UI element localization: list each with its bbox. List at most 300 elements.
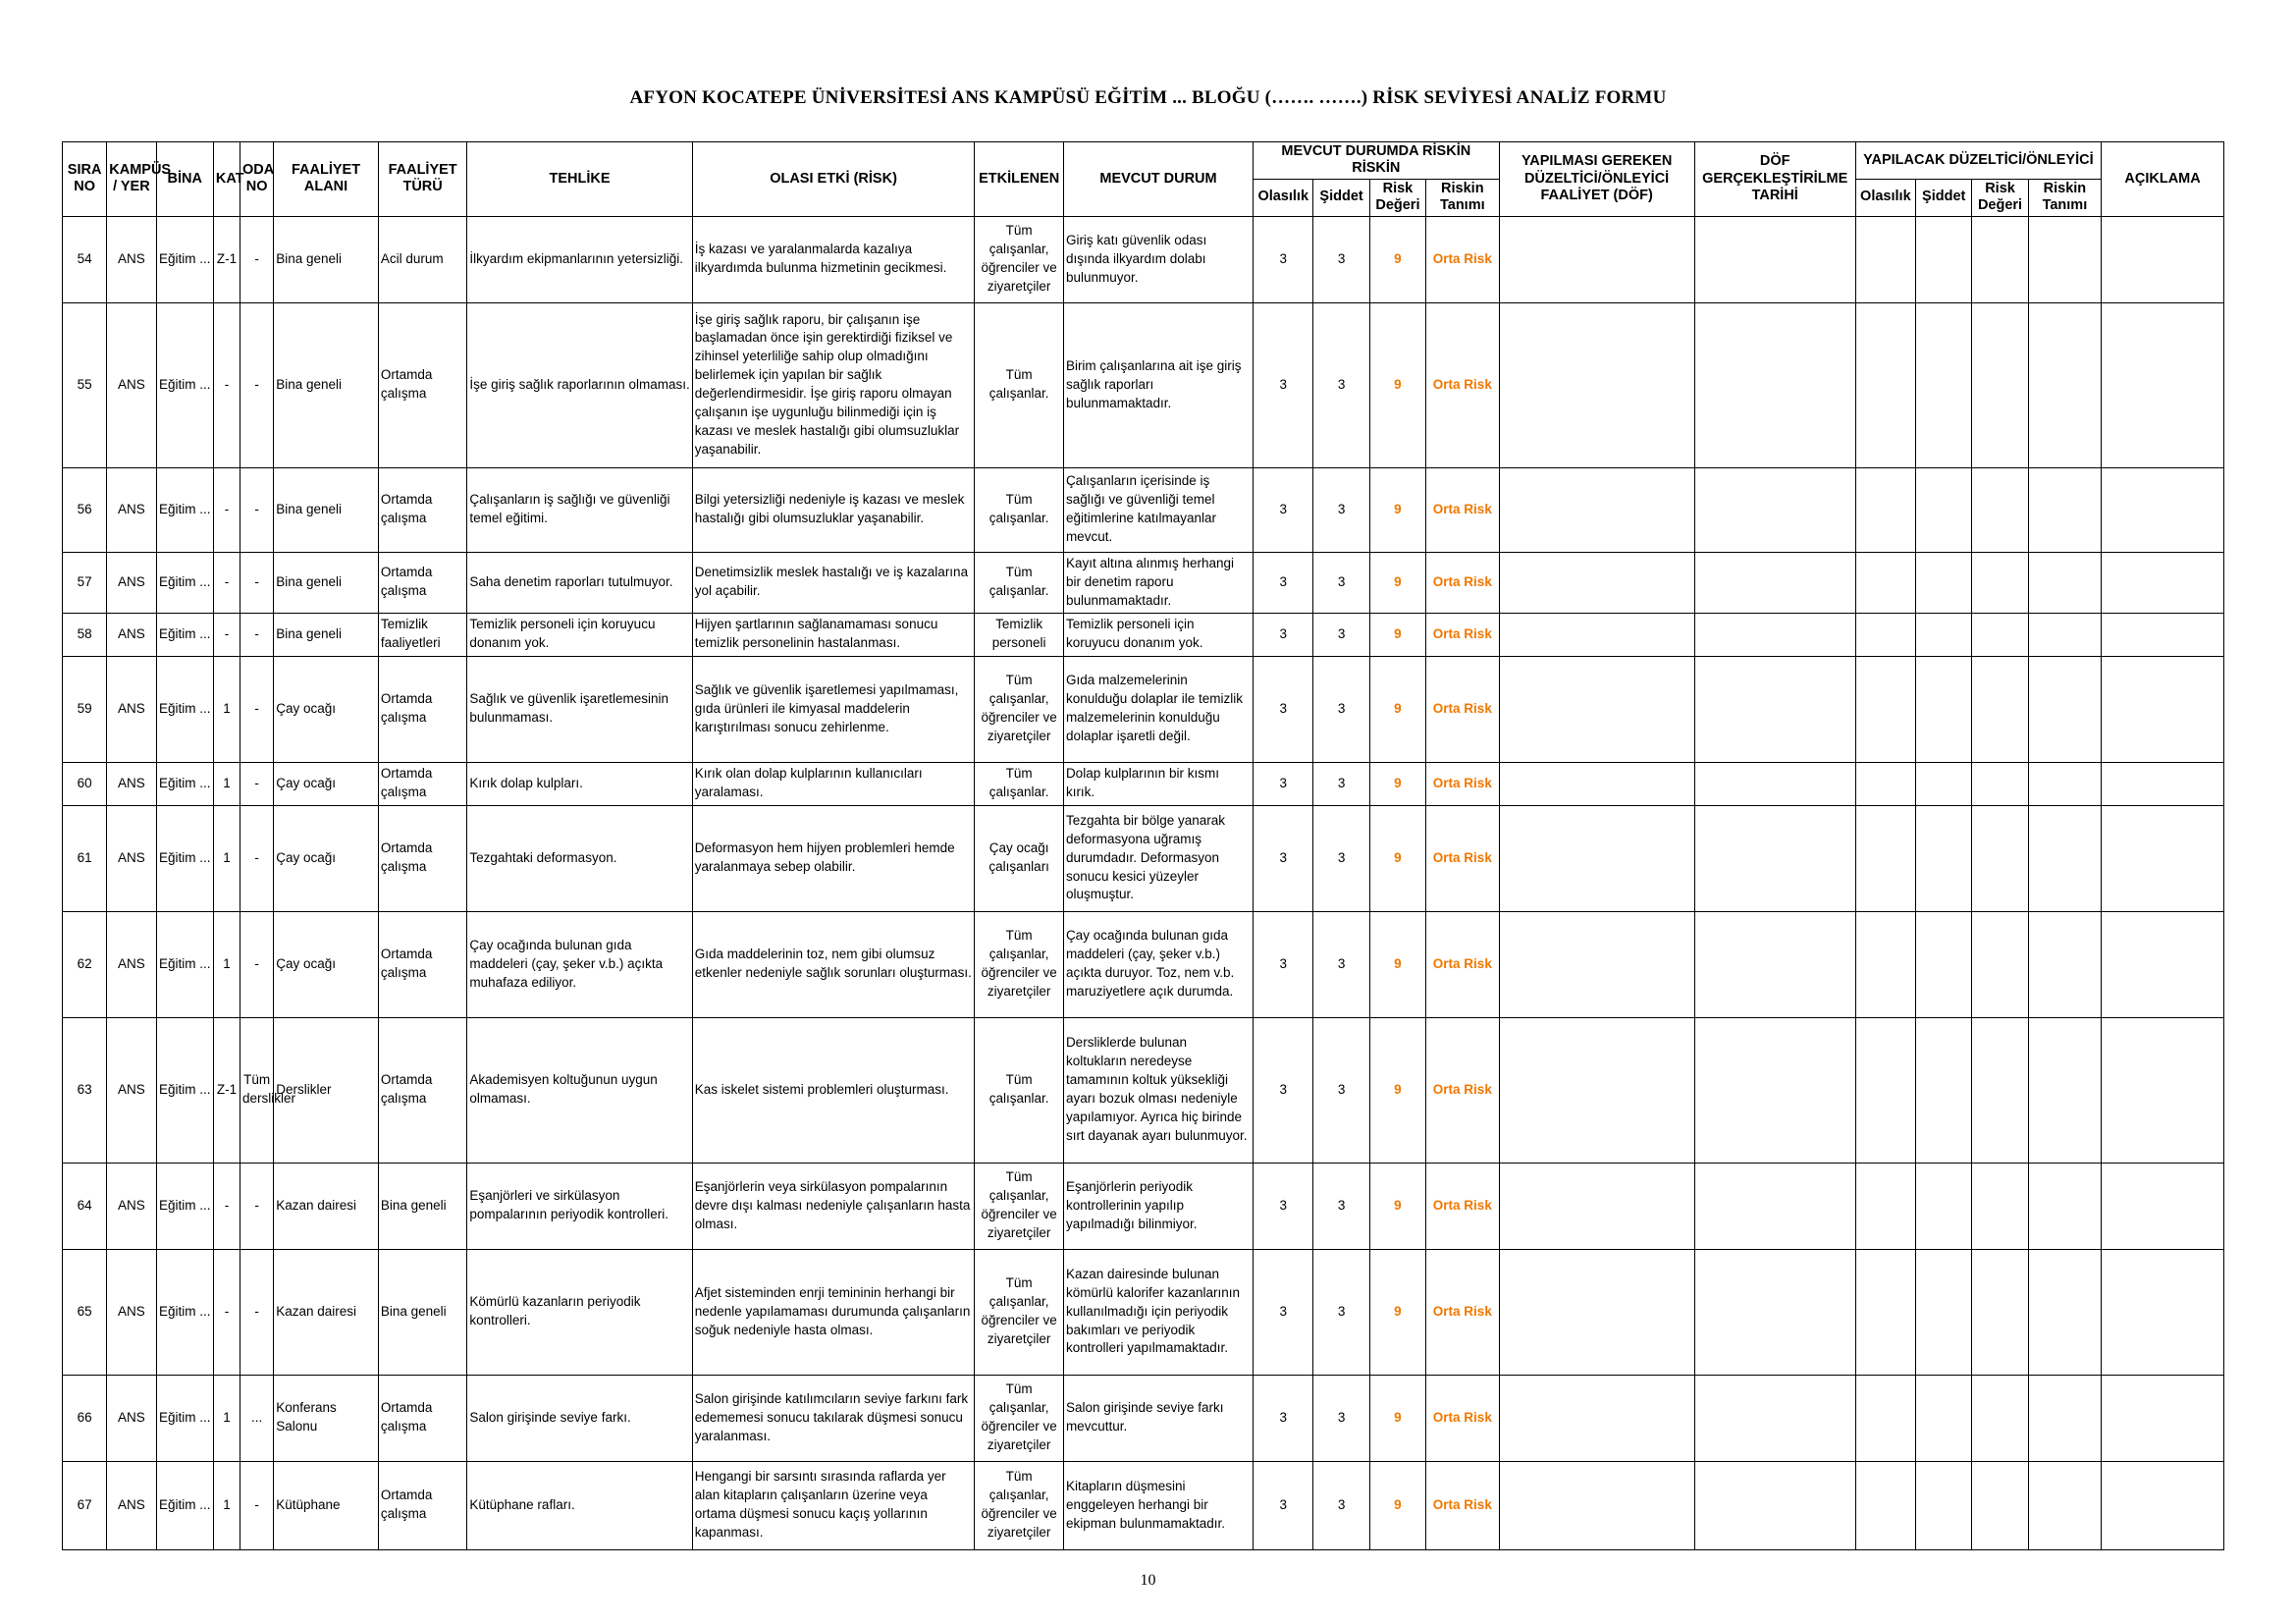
cell-yapilacak-olasilik xyxy=(1855,302,1915,467)
cell-kat: - xyxy=(213,552,240,613)
cell-dof xyxy=(1499,1461,1694,1549)
header-yapilacak-group: YAPILACAK DÜZELTİCİ/ÖNLEYİCİ xyxy=(1855,142,2101,180)
cell-dof xyxy=(1499,805,1694,911)
cell-kampus: ANS xyxy=(107,1163,156,1249)
cell-dof xyxy=(1499,467,1694,552)
cell-dof xyxy=(1499,911,1694,1017)
cell-yapilacak-olasilik xyxy=(1855,656,1915,762)
risk-analysis-table xyxy=(62,141,2224,1550)
cell-etkilenen: Tüm çalışanlar, öğrenciler ve ziyaretçiler xyxy=(975,1461,1064,1549)
cell-dof-tarihi xyxy=(1694,1017,1855,1163)
cell-faaliyet-turu: Bina geneli xyxy=(378,1249,467,1375)
cell-mevcut-durum: Kayıt altına alınmış herhangi bir denetim raporu bulunmamaktadır. xyxy=(1063,552,1253,613)
cell-bina: Eğitim ... xyxy=(156,302,213,467)
header-tehlike: TEHLİKE xyxy=(467,142,692,217)
cell-dof-tarihi xyxy=(1694,552,1855,613)
cell-sira-no: 54 xyxy=(63,216,107,302)
cell-faaliyet-alani: Bina geneli xyxy=(274,552,379,613)
cell-yapilacak-olasilik xyxy=(1855,762,1915,805)
cell-olasilik: 3 xyxy=(1254,1249,1313,1375)
table-row xyxy=(63,656,2224,762)
cell-faaliyet-turu: Temizlik faaliyetleri xyxy=(378,613,467,656)
cell-riskin-tanimi: Orta Risk xyxy=(1426,613,1499,656)
cell-oda-no: Tüm derslikler xyxy=(240,1017,274,1163)
cell-oda-no: - xyxy=(240,911,274,1017)
cell-risk-degeri: 9 xyxy=(1369,302,1425,467)
cell-risk-degeri: 9 xyxy=(1369,1017,1425,1163)
cell-aciklama xyxy=(2102,1017,2224,1163)
cell-yapilacak-olasilik xyxy=(1855,216,1915,302)
header-bina: BİNA xyxy=(156,142,213,217)
cell-faaliyet-alani: Çay ocağı xyxy=(274,656,379,762)
cell-sira-no: 65 xyxy=(63,1249,107,1375)
cell-yapilacak-riskin-tanimi xyxy=(2028,656,2101,762)
table-row xyxy=(63,1249,2224,1375)
cell-yapilacak-risk-degeri xyxy=(1972,302,2028,467)
cell-bina: Eğitim ... xyxy=(156,1163,213,1249)
table-row xyxy=(63,216,2224,302)
cell-olasilik: 3 xyxy=(1254,613,1313,656)
cell-bina: Eğitim ... xyxy=(156,552,213,613)
cell-etkilenen: Tüm çalışanlar, öğrenciler ve ziyaretçiler xyxy=(975,1249,1064,1375)
cell-riskin-tanimi: Orta Risk xyxy=(1426,805,1499,911)
cell-aciklama xyxy=(2102,1163,2224,1249)
cell-riskin-tanimi: Orta Risk xyxy=(1426,1461,1499,1549)
cell-bina: Eğitim ... xyxy=(156,1461,213,1549)
cell-riskin-tanimi: Orta Risk xyxy=(1426,1163,1499,1249)
cell-tehlike: Çay ocağında bulunan gıda maddeleri (çay, şeker v.b.) açıkta muhafaza ediliyor. xyxy=(467,911,692,1017)
header-sira-no: SIRA NO xyxy=(63,142,107,217)
cell-riskin-tanimi: Orta Risk xyxy=(1426,656,1499,762)
header-siddet-2: Şiddet xyxy=(1916,179,1972,216)
cell-yapilacak-riskin-tanimi xyxy=(2028,467,2101,552)
cell-oda-no: - xyxy=(240,805,274,911)
cell-tehlike: İlkyardım ekipmanlarının yetersizliği. xyxy=(467,216,692,302)
cell-bina: Eğitim ... xyxy=(156,613,213,656)
table-row xyxy=(63,762,2224,805)
cell-dof xyxy=(1499,762,1694,805)
cell-yapilacak-risk-degeri xyxy=(1972,762,2028,805)
cell-kampus: ANS xyxy=(107,613,156,656)
cell-olasilik: 3 xyxy=(1254,805,1313,911)
cell-yapilacak-riskin-tanimi xyxy=(2028,552,2101,613)
cell-yapilacak-riskin-tanimi xyxy=(2028,805,2101,911)
cell-sira-no: 62 xyxy=(63,911,107,1017)
cell-dof xyxy=(1499,1249,1694,1375)
cell-olasi-etki: Salon girişinde katılımcıların seviye farkını fark edememesi sonucu takılarak düşmesi sonucu yaralanması. xyxy=(692,1375,975,1461)
header-mevcut-risk-group: MEVCUT DURUMDA RİSKİN RİSKİN xyxy=(1254,142,1499,180)
cell-risk-degeri: 9 xyxy=(1369,216,1425,302)
cell-kat: 1 xyxy=(213,911,240,1017)
header-olasilik-2: Olasılık xyxy=(1855,179,1915,216)
cell-bina: Eğitim ... xyxy=(156,1249,213,1375)
cell-tehlike: Sağlık ve güvenlik işaretlemesinin bulunmaması. xyxy=(467,656,692,762)
cell-riskin-tanimi: Orta Risk xyxy=(1426,302,1499,467)
cell-olasilik: 3 xyxy=(1254,911,1313,1017)
cell-yapilacak-riskin-tanimi xyxy=(2028,1017,2101,1163)
cell-riskin-tanimi: Orta Risk xyxy=(1426,467,1499,552)
cell-kat: 1 xyxy=(213,1375,240,1461)
header-riskin-tanimi-2: Riskin Tanımı xyxy=(2028,179,2101,216)
cell-mevcut-durum: Birim çalışanlarına ait işe giriş sağlık raporları bulunmamaktadır. xyxy=(1063,302,1253,467)
cell-kampus: ANS xyxy=(107,1461,156,1549)
cell-dof-tarihi xyxy=(1694,1249,1855,1375)
cell-kat: Z-1 xyxy=(213,1017,240,1163)
cell-aciklama xyxy=(2102,762,2224,805)
cell-risk-degeri: 9 xyxy=(1369,1375,1425,1461)
cell-riskin-tanimi: Orta Risk xyxy=(1426,552,1499,613)
cell-etkilenen: Tüm çalışanlar. xyxy=(975,467,1064,552)
cell-etkilenen: Tüm çalışanlar, öğrenciler ve ziyaretçiler xyxy=(975,656,1064,762)
header-olasilik: Olasılık xyxy=(1254,179,1313,216)
cell-faaliyet-turu: Ortamda çalışma xyxy=(378,805,467,911)
cell-yapilacak-olasilik xyxy=(1855,613,1915,656)
cell-tehlike: İşe giriş sağlık raporlarının olmaması. xyxy=(467,302,692,467)
cell-sira-no: 61 xyxy=(63,805,107,911)
cell-yapilacak-risk-degeri xyxy=(1972,467,2028,552)
cell-etkilenen: Tüm çalışanlar, öğrenciler ve ziyaretçiler xyxy=(975,911,1064,1017)
cell-faaliyet-alani: Çay ocağı xyxy=(274,762,379,805)
cell-kat: 1 xyxy=(213,656,240,762)
cell-tehlike: Kırık dolap kulpları. xyxy=(467,762,692,805)
cell-sira-no: 66 xyxy=(63,1375,107,1461)
cell-siddet: 3 xyxy=(1313,1017,1369,1163)
table-row xyxy=(63,1163,2224,1249)
cell-aciklama xyxy=(2102,216,2224,302)
header-dof-tarihi: DÖF GERÇEKLEŞTİRİLME TARİHİ xyxy=(1694,142,1855,217)
cell-olasilik: 3 xyxy=(1254,467,1313,552)
table-row xyxy=(63,613,2224,656)
cell-olasi-etki: Kırık olan dolap kulplarının kullanıcıları yaralaması. xyxy=(692,762,975,805)
cell-oda-no: ... xyxy=(240,1375,274,1461)
cell-kat: 1 xyxy=(213,1461,240,1549)
header-risk-degeri: Risk Değeri xyxy=(1369,179,1425,216)
cell-dof xyxy=(1499,552,1694,613)
cell-olasi-etki: Gıda maddelerinin toz, nem gibi olumsuz etkenler nedeniyle sağlık sorunları oluşturması. xyxy=(692,911,975,1017)
cell-etkilenen: Temizlik personeli xyxy=(975,613,1064,656)
cell-faaliyet-alani: Çay ocağı xyxy=(274,805,379,911)
cell-faaliyet-turu: Ortamda çalışma xyxy=(378,467,467,552)
cell-risk-degeri: 9 xyxy=(1369,656,1425,762)
cell-dof xyxy=(1499,302,1694,467)
cell-sira-no: 55 xyxy=(63,302,107,467)
cell-sira-no: 56 xyxy=(63,467,107,552)
cell-kat: - xyxy=(213,467,240,552)
cell-oda-no: - xyxy=(240,613,274,656)
cell-yapilacak-siddet xyxy=(1916,552,1972,613)
cell-tehlike: Akademisyen koltuğunun uygun olmaması. xyxy=(467,1017,692,1163)
cell-kat: - xyxy=(213,302,240,467)
cell-faaliyet-turu: Bina geneli xyxy=(378,1163,467,1249)
cell-kampus: ANS xyxy=(107,216,156,302)
header-olasi-etki: OLASI ETKİ (RİSK) xyxy=(692,142,975,217)
table-row xyxy=(63,911,2224,1017)
cell-risk-degeri: 9 xyxy=(1369,552,1425,613)
cell-yapilacak-risk-degeri xyxy=(1972,1375,2028,1461)
cell-bina: Eğitim ... xyxy=(156,1017,213,1163)
cell-risk-degeri: 9 xyxy=(1369,762,1425,805)
cell-olasilik: 3 xyxy=(1254,302,1313,467)
cell-faaliyet-alani: Kazan dairesi xyxy=(274,1249,379,1375)
cell-kampus: ANS xyxy=(107,1375,156,1461)
cell-aciklama xyxy=(2102,1461,2224,1549)
cell-yapilacak-olasilik xyxy=(1855,1163,1915,1249)
cell-faaliyet-alani: Bina geneli xyxy=(274,216,379,302)
cell-dof-tarihi xyxy=(1694,302,1855,467)
cell-kat: 1 xyxy=(213,805,240,911)
cell-yapilacak-siddet xyxy=(1916,1017,1972,1163)
cell-siddet: 3 xyxy=(1313,1249,1369,1375)
cell-bina: Eğitim ... xyxy=(156,762,213,805)
table-row xyxy=(63,1461,2224,1549)
header-mevcut-durum: MEVCUT DURUM xyxy=(1063,142,1253,217)
cell-siddet: 3 xyxy=(1313,302,1369,467)
cell-tehlike: Kütüphane rafları. xyxy=(467,1461,692,1549)
cell-etkilenen: Tüm çalışanlar, öğrenciler ve ziyaretçiler xyxy=(975,216,1064,302)
cell-sira-no: 67 xyxy=(63,1461,107,1549)
cell-kat: - xyxy=(213,613,240,656)
cell-risk-degeri: 9 xyxy=(1369,1461,1425,1549)
cell-oda-no: - xyxy=(240,1163,274,1249)
cell-yapilacak-risk-degeri xyxy=(1972,1461,2028,1549)
cell-dof-tarihi xyxy=(1694,805,1855,911)
header-siddet: Şiddet xyxy=(1313,179,1369,216)
cell-yapilacak-siddet xyxy=(1916,613,1972,656)
cell-tehlike: Kömürlü kazanların periyodik kontrolleri. xyxy=(467,1249,692,1375)
cell-yapilacak-riskin-tanimi xyxy=(2028,302,2101,467)
header-oda-no: ODA NO xyxy=(240,142,274,217)
cell-yapilacak-riskin-tanimi xyxy=(2028,1375,2101,1461)
cell-olasilik: 3 xyxy=(1254,552,1313,613)
cell-yapilacak-risk-degeri xyxy=(1972,1017,2028,1163)
cell-siddet: 3 xyxy=(1313,911,1369,1017)
cell-yapilacak-risk-degeri xyxy=(1972,613,2028,656)
cell-oda-no: - xyxy=(240,656,274,762)
cell-yapilacak-olasilik xyxy=(1855,467,1915,552)
cell-yapilacak-risk-degeri xyxy=(1972,1249,2028,1375)
cell-mevcut-durum: Çalışanların içerisinde iş sağlığı ve güvenliği temel eğitimlerine katılmayanlar mevcut. xyxy=(1063,467,1253,552)
cell-yapilacak-riskin-tanimi xyxy=(2028,911,2101,1017)
cell-bina: Eğitim ... xyxy=(156,911,213,1017)
cell-etkilenen: Tüm çalışanlar. xyxy=(975,302,1064,467)
cell-mevcut-durum: Eşanjörlerin periyodik kontrollerinin yapılıp yapılmadığı bilinmiyor. xyxy=(1063,1163,1253,1249)
cell-faaliyet-alani: Çay ocağı xyxy=(274,911,379,1017)
cell-kat: - xyxy=(213,1249,240,1375)
cell-sira-no: 59 xyxy=(63,656,107,762)
cell-riskin-tanimi: Orta Risk xyxy=(1426,1249,1499,1375)
cell-faaliyet-turu: Acil durum xyxy=(378,216,467,302)
cell-olasilik: 3 xyxy=(1254,1017,1313,1163)
cell-siddet: 3 xyxy=(1313,552,1369,613)
header-faaliyet-turu: FAALİYET TÜRÜ xyxy=(378,142,467,217)
cell-yapilacak-siddet xyxy=(1916,805,1972,911)
cell-aciklama xyxy=(2102,656,2224,762)
cell-oda-no: - xyxy=(240,762,274,805)
cell-oda-no: - xyxy=(240,552,274,613)
header-etkilenen: ETKİLENEN xyxy=(975,142,1064,217)
header-yapilmasi-gereken-dof: YAPILMASI GEREKEN DÜZELTİCİ/ÖNLEYİCİ FAALİYET (DÖF) xyxy=(1499,142,1694,217)
cell-mevcut-durum: Salon girişinde seviye farkı mevcuttur. xyxy=(1063,1375,1253,1461)
cell-etkilenen: Çay ocağı çalışanları xyxy=(975,805,1064,911)
cell-yapilacak-riskin-tanimi xyxy=(2028,1163,2101,1249)
cell-siddet: 3 xyxy=(1313,467,1369,552)
cell-bina: Eğitim ... xyxy=(156,1375,213,1461)
table-row xyxy=(63,467,2224,552)
cell-aciklama xyxy=(2102,1249,2224,1375)
cell-olasilik: 3 xyxy=(1254,762,1313,805)
cell-olasi-etki: Afjet sisteminden enrji temininin herhangi bir nedenle yapılamaması durumunda çalışanların soğuk nedeniyle hasta olması. xyxy=(692,1249,975,1375)
table-row xyxy=(63,1017,2224,1163)
cell-siddet: 3 xyxy=(1313,1375,1369,1461)
cell-olasi-etki: Hijyen şartlarının sağlanamaması sonucu temizlik personelinin hastalanması. xyxy=(692,613,975,656)
cell-olasilik: 3 xyxy=(1254,656,1313,762)
cell-oda-no: - xyxy=(240,1461,274,1549)
cell-mevcut-durum: Gıda malzemelerinin konulduğu dolaplar ile temizlik malzemelerinin konulduğu dolaplar işaretli değil. xyxy=(1063,656,1253,762)
cell-bina: Eğitim ... xyxy=(156,656,213,762)
cell-sira-no: 64 xyxy=(63,1163,107,1249)
header-faaliyet-alani: FAALİYET ALANI xyxy=(274,142,379,217)
cell-kampus: ANS xyxy=(107,552,156,613)
cell-dof xyxy=(1499,216,1694,302)
cell-kampus: ANS xyxy=(107,762,156,805)
cell-faaliyet-turu: Ortamda çalışma xyxy=(378,1461,467,1549)
cell-yapilacak-riskin-tanimi xyxy=(2028,1249,2101,1375)
header-kampus: KAMPÜS / YER xyxy=(107,142,156,217)
cell-dof xyxy=(1499,656,1694,762)
cell-olasi-etki: Deformasyon hem hijyen problemleri hemde yaralanmaya sebep olabilir. xyxy=(692,805,975,911)
cell-risk-degeri: 9 xyxy=(1369,805,1425,911)
cell-kampus: ANS xyxy=(107,467,156,552)
cell-risk-degeri: 9 xyxy=(1369,613,1425,656)
cell-yapilacak-risk-degeri xyxy=(1972,911,2028,1017)
cell-dof xyxy=(1499,1163,1694,1249)
cell-aciklama xyxy=(2102,613,2224,656)
cell-risk-degeri: 9 xyxy=(1369,911,1425,1017)
cell-riskin-tanimi: Orta Risk xyxy=(1426,216,1499,302)
cell-tehlike: Çalışanların iş sağlığı ve güvenliği temel eğitimi. xyxy=(467,467,692,552)
cell-olasilik: 3 xyxy=(1254,1375,1313,1461)
cell-oda-no: - xyxy=(240,467,274,552)
cell-yapilacak-siddet xyxy=(1916,762,1972,805)
cell-olasilik: 3 xyxy=(1254,216,1313,302)
cell-aciklama xyxy=(2102,302,2224,467)
cell-faaliyet-turu: Ortamda çalışma xyxy=(378,552,467,613)
cell-mevcut-durum: Giriş katı güvenlik odası dışında ilkyardım dolabı bulunmuyor. xyxy=(1063,216,1253,302)
header-aciklama: AÇIKLAMA xyxy=(2102,142,2224,217)
cell-oda-no: - xyxy=(240,216,274,302)
table-row xyxy=(63,1375,2224,1461)
cell-siddet: 3 xyxy=(1313,1461,1369,1549)
cell-yapilacak-siddet xyxy=(1916,216,1972,302)
cell-yapilacak-riskin-tanimi xyxy=(2028,216,2101,302)
cell-dof-tarihi xyxy=(1694,613,1855,656)
cell-etkilenen: Tüm çalışanlar. xyxy=(975,552,1064,613)
cell-yapilacak-siddet xyxy=(1916,1249,1972,1375)
cell-yapilacak-siddet xyxy=(1916,1375,1972,1461)
cell-etkilenen: Tüm çalışanlar, öğrenciler ve ziyaretçiler xyxy=(975,1375,1064,1461)
cell-olasi-etki: Denetimsizlik meslek hastalığı ve iş kazalarına yol açabilir. xyxy=(692,552,975,613)
cell-kampus: ANS xyxy=(107,1249,156,1375)
cell-sira-no: 63 xyxy=(63,1017,107,1163)
cell-kampus: ANS xyxy=(107,1017,156,1163)
cell-tehlike: Tezgahtaki deformasyon. xyxy=(467,805,692,911)
cell-faaliyet-alani: Konferans Salonu xyxy=(274,1375,379,1461)
cell-aciklama xyxy=(2102,911,2224,1017)
cell-yapilacak-olasilik xyxy=(1855,1249,1915,1375)
cell-yapilacak-siddet xyxy=(1916,467,1972,552)
cell-yapilacak-olasilik xyxy=(1855,1461,1915,1549)
cell-faaliyet-alani: Kütüphane xyxy=(274,1461,379,1549)
cell-kat: - xyxy=(213,1163,240,1249)
cell-faaliyet-turu: Ortamda çalışma xyxy=(378,302,467,467)
table-row xyxy=(63,805,2224,911)
cell-mevcut-durum: Kitapların düşmesini enggeleyen herhangi bir ekipman bulunmamaktadır. xyxy=(1063,1461,1253,1549)
cell-siddet: 3 xyxy=(1313,656,1369,762)
cell-aciklama xyxy=(2102,467,2224,552)
cell-riskin-tanimi: Orta Risk xyxy=(1426,1017,1499,1163)
cell-faaliyet-turu: Ortamda çalışma xyxy=(378,656,467,762)
cell-olasilik: 3 xyxy=(1254,1461,1313,1549)
cell-kat: Z-1 xyxy=(213,216,240,302)
cell-tehlike: Temizlik personeli için koruyucu donanım yok. xyxy=(467,613,692,656)
cell-siddet: 3 xyxy=(1313,1163,1369,1249)
cell-siddet: 3 xyxy=(1313,613,1369,656)
cell-etkilenen: Tüm çalışanlar. xyxy=(975,1017,1064,1163)
cell-dof-tarihi xyxy=(1694,656,1855,762)
cell-faaliyet-alani: Bina geneli xyxy=(274,613,379,656)
cell-dof-tarihi xyxy=(1694,1163,1855,1249)
cell-dof xyxy=(1499,1375,1694,1461)
cell-yapilacak-risk-degeri xyxy=(1972,805,2028,911)
cell-siddet: 3 xyxy=(1313,762,1369,805)
cell-sira-no: 60 xyxy=(63,762,107,805)
cell-olasi-etki: Bilgi yetersizliği nedeniyle iş kazası ve meslek hastalığı gibi olumsuzluklar yaşanabilir. xyxy=(692,467,975,552)
cell-yapilacak-olasilik xyxy=(1855,1375,1915,1461)
cell-olasilik: 3 xyxy=(1254,1163,1313,1249)
cell-sira-no: 57 xyxy=(63,552,107,613)
cell-faaliyet-turu: Ortamda çalışma xyxy=(378,911,467,1017)
header-riskin-tanimi: Riskin Tanımı xyxy=(1426,179,1499,216)
cell-faaliyet-alani: Kazan dairesi xyxy=(274,1163,379,1249)
cell-aciklama xyxy=(2102,805,2224,911)
cell-mevcut-durum: Temizlik personeli için koruyucu donanım yok. xyxy=(1063,613,1253,656)
cell-oda-no: - xyxy=(240,302,274,467)
cell-riskin-tanimi: Orta Risk xyxy=(1426,762,1499,805)
cell-kampus: ANS xyxy=(107,302,156,467)
cell-faaliyet-turu: Ortamda çalışma xyxy=(378,762,467,805)
cell-dof-tarihi xyxy=(1694,1461,1855,1549)
document-title: AFYON KOCATEPE ÜNİVERSİTESİ ANS KAMPÜSÜ EĞİTİM ... BLOĞU (……. …….) RİSK SEVİYESİ ANALİZ FORMU xyxy=(629,87,1667,108)
cell-tehlike: Eşanjörleri ve sirkülasyon pompalarının periyodik kontrolleri. xyxy=(467,1163,692,1249)
cell-aciklama xyxy=(2102,552,2224,613)
cell-olasi-etki: Eşanjörlerin veya sirkülasyon pompalarının devre dışı kalması nedeniyle çalışanların hasta olması. xyxy=(692,1163,975,1249)
cell-kampus: ANS xyxy=(107,656,156,762)
cell-dof-tarihi xyxy=(1694,216,1855,302)
cell-tehlike: Saha denetim raporları tutulmuyor. xyxy=(467,552,692,613)
cell-yapilacak-siddet xyxy=(1916,1163,1972,1249)
cell-bina: Eğitim ... xyxy=(156,216,213,302)
cell-olasi-etki: İşe giriş sağlık raporu, bir çalışanın işe başlamadan önce işin gerektirdiği fiziksel ve zihinsel yeterliliğe sahip olup olmadığını belirlemek için yapılan bir sağlık değerlendirmesidir. İşe giriş raporu olmayan çalışanın işe uygunluğu bilinmediği için iş kazası ve meslek hastalığı gibi olumsuzluklar yaşanabilir. xyxy=(692,302,975,467)
cell-mevcut-durum: Dolap kulplarının bir kısmı kırık. xyxy=(1063,762,1253,805)
cell-yapilacak-risk-degeri xyxy=(1972,552,2028,613)
cell-etkilenen: Tüm çalışanlar. xyxy=(975,762,1064,805)
table-row xyxy=(63,302,2224,467)
cell-tehlike: Salon girişinde seviye farkı. xyxy=(467,1375,692,1461)
cell-faaliyet-alani: Bina geneli xyxy=(274,467,379,552)
cell-siddet: 3 xyxy=(1313,216,1369,302)
cell-mevcut-durum: Tezgahta bir bölge yanarak deformasyona uğramış durumdadır. Deformasyon sonucu kesici yüzeyler oluşmuştur. xyxy=(1063,805,1253,911)
cell-yapilacak-siddet xyxy=(1916,656,1972,762)
